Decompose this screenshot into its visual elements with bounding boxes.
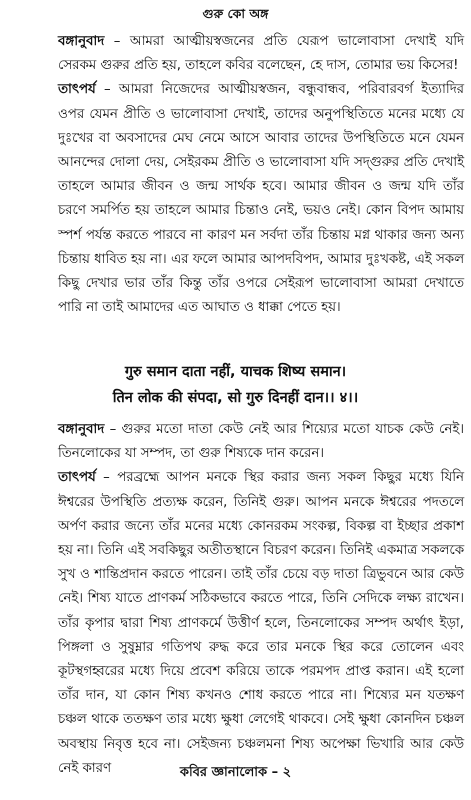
- translation-paragraph: [8, 30, 464, 78]
- page-footer: কবির জ্ঞানালোক – ২: [179, 765, 292, 780]
- commentary-text-2: – পরব্রহ্মে আপন মনকে স্থির করার জন্য সকল কিছুর মধ্যে যিনি ঈশ্বরের উপস্থিতি প্রত্যক্ষ করেন, তিনিই গুরু। আপন মনকে ঈশ্বরের পদতলে অর্পণ করার জন্যে তাঁর মনের মধ্যে কোনরকম সংকল্প, বিকল্প বা ইচ্ছার প্রকাশ হয় না। তিনি এই সবকিছুর অতীতস্থানে বিচরণ করেন। তিনিই একমাত্র সকলকে সুখ ও শান্তিপ্রদান করতে পারেন। তাই তাঁর চেয়ে বড় দাতা ত্রিভুবনে আর কেউ নেই। শিষ্য যাতে প্রাণকর্ম সঠিকভাবে করতে পারে, তিনি সেদিকে লক্ষ্য রাখেন। তাঁর কৃপার দ্বারা শিষ্য প্রাণকর্মে উত্তীর্ণ হলে, তিনলোকের সম্পদ অর্থাৎ ইড়া, পিঙ্গলা ও সুষুম্নার গতিপথ রুদ্ধ করে তার মনকে স্থির করে তোলেন এবং কূটস্থগহ্বরের মধ্যে দিয়ে প্রবেশ করিয়ে তাকে পরমপদ প্রাপ্ত করান। এই হলো তাঁর দান, যা কোন শিষ্য কখনও শোধ করতে পারে না। শিষ্যের মন যতক্ষণ চঞ্চল থাকে ততক্ষণ তার মধ্যে ক্ষুধা লেগেই থাকবে। সেই ক্ষুধা কোনদিন চঞ্চল অবস্থায় নিবৃত্ত হবে না। সেইজন্য চঞ্চলমনা শিষ্য অপেক্ষা ভিখারি আর কেউ নেই কারণ: [58, 470, 464, 776]
- section-block-1: [8, 30, 464, 320]
- translation-paragraph-2: [8, 418, 464, 466]
- verse-line-2: तिन लोक की संपदा, सो गुरु दिनहीं दान।। ४।।: [112, 390, 359, 406]
- running-head: গুরু কো অঙ্গ: [202, 6, 269, 21]
- commentary-text: – আমরা নিজেদের আত্মীয়স্বজন, বন্ধুবান্ধব, পরিবারবর্গ ইত্যাদির ওপর যেমন প্রীতি ও ভালোবাসা দেখাই, তাদের অনুপস্থিতিতে মনের মধ্যে যে দুঃখের বা অবসাদের মেঘ নেমে আসে আবার তাদের উপস্থিতিতে মনে যেমন আনন্দের দোলা দেয়, সেইরকম প্রীতি ও ভালোবাসা যদি সদ্গুরুর প্রতি দেখাই তাহলে আমার জীবন ও জন্ম সার্থক হবে। আমার জীবন ও জন্ম যদি তাঁর চরণে সমর্পিত হয় তাহলে আমার চিন্তাও নেই, ভয়ও নেই। কোন বিপদ আমায় স্পর্শ পর্যন্ত করতে পারবে না কারণ মন সর্বদা তাঁর চিন্তায় মগ্ন থাকার জন্য অন্য চিন্তায় ধাবিত হয় না। এর ফলে আমার আপদবিপদ, আমার দুঃখকষ্ট, এই সকল কিছু দেখার ভার তাঁর কিন্তু তাঁর ওপরে সেইরূপ ভালোবাসা আমরা দেখাতে পারি না তাই আমাদের এত আঘাত ও ধাক্কা পেতে হয়।: [58, 82, 464, 316]
- verse-line-1: गुरु समान दाता नहीं, याचक शिष्य समान।: [124, 364, 347, 380]
- commentary-label: তাৎপর্য: [58, 82, 96, 98]
- commentary-label-2: তাৎপর্য: [58, 470, 96, 486]
- translation-label: বঙ্গানুবাদ: [58, 34, 105, 49]
- translation-text: – আমরা আত্মীয়স্বজনের প্রতি যেরূপ ভালোবাসা দেখাই যদি সেরকম গুরুর প্রতি হয়, তাহলে কবির বলেছেন, হে দাস, তোমার ভয় কিসের!: [58, 34, 464, 74]
- section-block-2: [8, 418, 464, 781]
- commentary-paragraph: [8, 78, 464, 320]
- translation-label-2: বঙ্গানুবাদ: [58, 422, 105, 437]
- translation-text-2: – গুরুর মতো দাতা কেউ নেই আর শিয়্যের মতো যাচক কেউ নেই। তিনলোকের যা সম্পদ, তা গুরু শিষ্যকে দান করেন।: [58, 422, 464, 462]
- commentary-paragraph-2: [8, 466, 464, 781]
